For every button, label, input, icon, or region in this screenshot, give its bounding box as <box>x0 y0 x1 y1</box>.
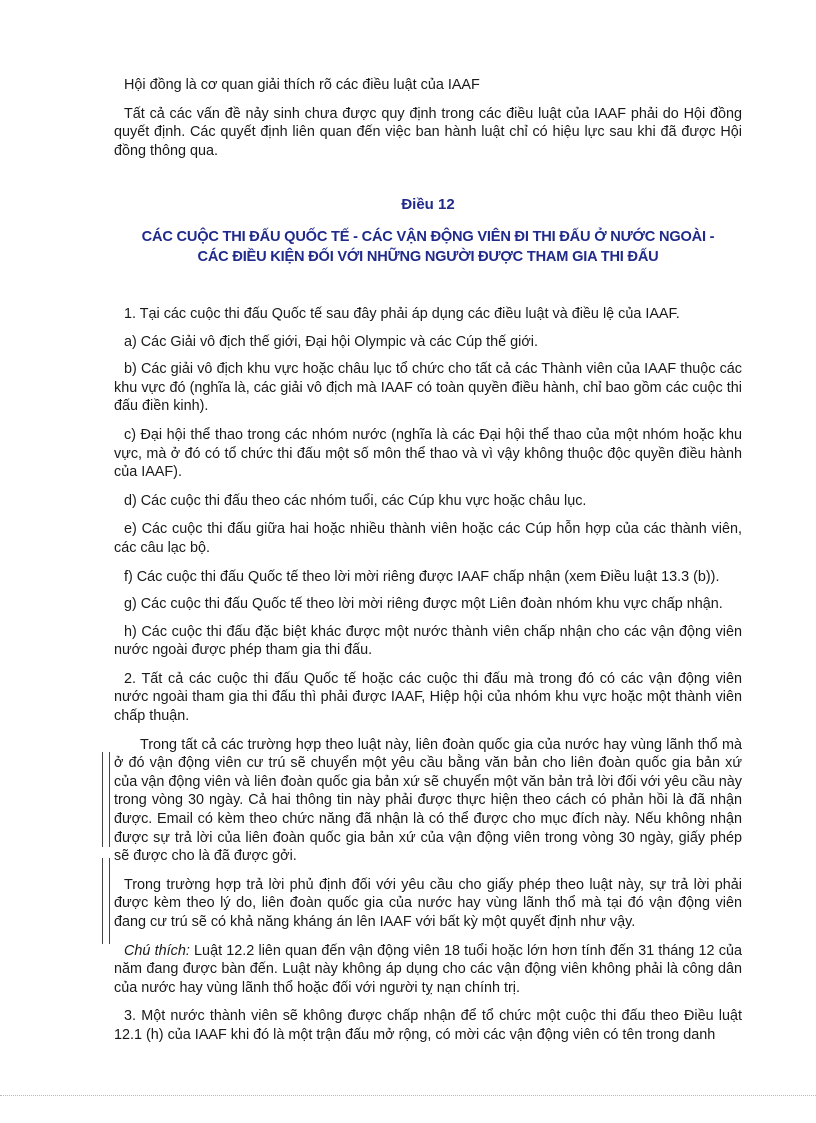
revision-bar-1 <box>102 752 110 847</box>
footer-divider <box>0 1095 816 1096</box>
section-2: 2. Tất cả các cuộc thi đấu Quốc tế hoặc các cuộc thi đấu mà trong đó có các vận động viên nước ngoài tham gia thi đấu thì phải được IAAF, Hiệp hội của nhóm khu vực hoặc một thành viên chấp thuận. <box>114 670 742 725</box>
revision-bar-2 <box>102 858 110 944</box>
paragraph-negative-reply: Trong trường hợp trả lời phủ định đối với yêu cầu cho giấy phép theo luật này, sự trả lời phải được kèm theo lý do, liên đoàn quốc gia của nước hay vùng lãnh thổ mà tại đó vận động viên đang cư trú sẽ có khả năng kháng án lên IAAF với bất kỳ một quyết định như vậy. <box>114 876 742 930</box>
item-g: g) Các cuộc thi đấu Quốc tế theo lời mời riêng được một Liên đoàn nhóm khu vực chấp nhận. <box>124 596 723 613</box>
section-1: 1. Tại các cuộc thi đấu Quốc tế sau đây phải áp dụng các điều luật và điều lệ của IAAF. <box>124 305 680 322</box>
intro-paragraph-2: Tất cả các vấn đề nảy sinh chưa được quy định trong các điều luật của IAAF phải do Hội đồng quyết định. Các quyết định liên quan đến việc ban hành luật chỉ có hiệu lực sau khi đã được Hội đồng thông qua. <box>114 105 742 159</box>
item-c: c) Đại hội thể thao trong các nhóm nước (nghĩa là các Đại hội thể thao của một nhóm hoặc khu vực, mà ở đó có tổ chức thi đấu một số môn thể thao và vì vậy không thuộc độc quyền điều hành của IAAF). <box>114 426 742 481</box>
paragraph-all-cases: Trong tất cả các trường hợp theo luật này, liên đoàn quốc gia của nước hay vùng lãnh thổ mà ở đó vận động viên cư trú sẽ chuyển một yêu cầu bằng văn bản cho liên đoàn quốc gia bản xứ của vận động viên và liên đoàn quốc gia bản xứ sẽ chuyển một văn bản trả lời đối với yêu cầu này trong vòng 30 ngày. Cả hai thông tin này phải được thực hiện theo cách có phản hồi là đã nhận được. Email có kèm theo chức năng đã nhận là có thể được cho mục đích này. Nếu không nhận được sự trả lời của liên đoàn quốc gia bản xứ của vận động viên trong vòng 30 ngày, giấy phép sẽ được cho là đã được gởi. <box>114 736 742 865</box>
document-page <box>114 76 742 1055</box>
note-label: Chú thích: <box>124 942 190 959</box>
article-number: Điều 12 <box>401 196 455 214</box>
section-3: 3. Một nước thành viên sẽ không được chấp nhận để tổ chức một cuộc thi đấu theo Điều luật 12.1 (h) của IAAF khi đó là một trận đấu mở rộng, có mời các vận động viên có tên trong danh <box>114 1008 742 1043</box>
item-b: b) Các giải vô địch khu vực hoặc châu lục tổ chức cho tất cả các Thành viên của IAAF thuộc các khu vực đó (nghĩa là, các giải vô địch mà IAAF có toàn quyền điều hành, chỉ bao gồm các cuộc thi đấu điền kinh). <box>114 361 742 415</box>
intro-paragraph-1: Hội đồng là cơ quan giải thích rõ các điều luật của IAAF <box>124 77 480 93</box>
article-title-line-1: CÁC CUỘC THI ĐẤU QUỐC TẾ - CÁC VẬN ĐỘNG VIÊN ĐI THI ĐẤU Ở NƯỚC NGOÀI - <box>141 228 715 245</box>
note-text: Luật 12.2 liên quan đến vận động viên 18 tuổi hoặc lớn hơn tính đến 31 tháng 12 của năm đang được bàn đến. Luật này không áp dụng cho các vận động viên không phải là công dân của nước hay vùng lãnh thổ hoặc đối với người tỵ nạn chính trị. <box>114 942 742 996</box>
note-paragraph <box>114 942 742 998</box>
article-title <box>114 227 742 267</box>
article-title-line-2: CÁC ĐIỀU KIỆN ĐỐI VỚI NHỮNG NGƯỜI ĐƯỢC THAM GIA THI ĐẤU <box>197 248 659 265</box>
item-e: e) Các cuộc thi đấu giữa hai hoặc nhiều thành viên hoặc các Cúp hỗn hợp của các thành viên, các câu lạc bộ. <box>114 521 742 556</box>
item-h: h) Các cuộc thi đấu đặc biệt khác được một nước thành viên chấp nhận cho các vận động viên nước ngoài được phép tham gia thi đấu. <box>114 623 742 659</box>
item-a: a) Các Giải vô địch thế giới, Đại hội Olympic và các Cúp thế giới. <box>124 333 538 350</box>
item-d: d) Các cuộc thi đấu theo các nhóm tuổi, các Cúp khu vực hoặc châu lục. <box>124 492 587 509</box>
item-f: f) Các cuộc thi đấu Quốc tế theo lời mời riêng được IAAF chấp nhận (xem Điều luật 13.3 (b)). <box>124 568 720 585</box>
